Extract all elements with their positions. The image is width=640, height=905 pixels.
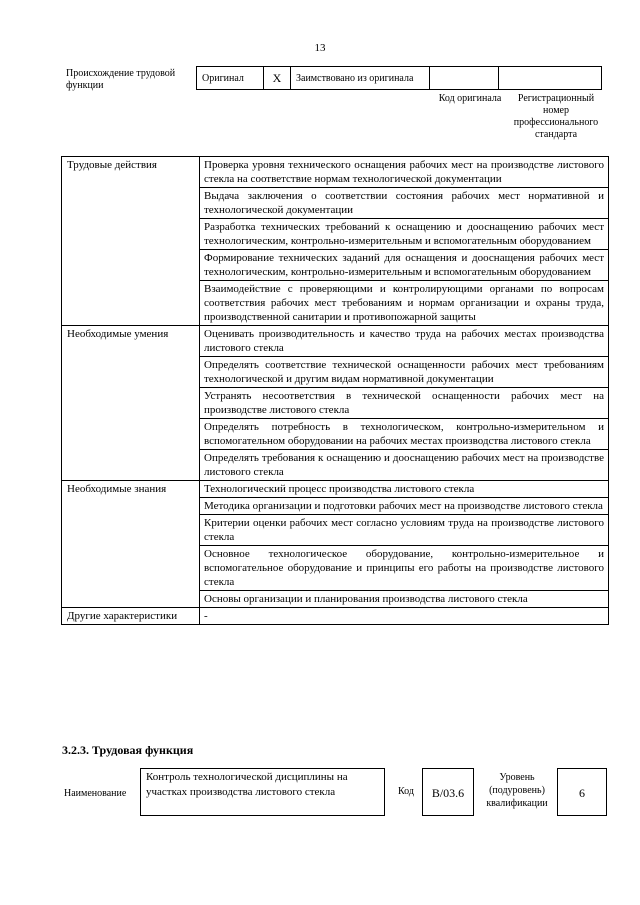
original-mark: X xyxy=(264,67,291,90)
item-cell: Технологический процесс производства листового стекла xyxy=(200,481,609,498)
borrowed-cell: Заимствовано из оригинала xyxy=(291,67,430,90)
category-cell: Необходимые знания xyxy=(62,481,200,608)
item-cell: Основы организации и планирования производства листового стекла xyxy=(200,591,609,608)
reg-number-cell xyxy=(499,67,602,90)
section-title: 3.2.3. Трудовая функция xyxy=(62,743,194,757)
item-cell: Методика организации и подготовки рабочих мест на производстве листового стекла xyxy=(200,498,609,515)
item-cell: Разработка технических требований к оснащению и дооснащению рабочих мест технологическим, контрольно-измерительным и вспомогательным оборудованием xyxy=(200,219,609,250)
item-cell: Определять требования к оснащению и дооснащению рабочих мест на производстве листового стекла xyxy=(200,450,609,481)
original-cell: Оригинал xyxy=(197,67,264,90)
item-cell: Определять потребность в технологическом, контрольно-измерительном и вспомогательном оборудовании на рабочих местах производства листового стекла xyxy=(200,419,609,450)
code-original-cell xyxy=(430,67,499,90)
category-cell: Другие характеристики xyxy=(62,608,200,625)
item-cell: Критерии оценки рабочих мест согласно условиям труда на производстве листового стекла xyxy=(200,515,609,546)
level-label: Уровень (подуровень) квалификации xyxy=(486,772,548,809)
item-cell: Взаимодействие с проверяющими и контролирующими органами по вопросам соответствия рабочих мест требованиям и нормам организации и охраны труда, производственной санитарии и противопожарной защиты xyxy=(200,281,609,326)
item-cell: Основное технологическое оборудование, контрольно-измерительное и вспомогательное оборудование и принципы его работы на производстве листового стекла xyxy=(200,546,609,591)
page-number: 13 xyxy=(314,42,326,54)
labor-function-table xyxy=(61,156,609,625)
origin-label: Происхождение трудовой функции xyxy=(66,68,176,91)
name-label: Наименование xyxy=(64,788,127,799)
category-cell: Необходимые умения xyxy=(62,326,200,481)
qualification-level: 6 xyxy=(557,768,607,816)
code-label: Код xyxy=(398,786,414,797)
item-cell: Формирование технических заданий для оснащения и дооснащения рабочих мест технологическим, контрольно-измерительным и вспомогательным оборудованием xyxy=(200,250,609,281)
function-code: B/03.6 xyxy=(422,768,474,816)
code-original-label: Код оригинала xyxy=(438,93,502,104)
item-cell: Выдача заключения о соответствии состояния рабочих мест нормативной и технологической документации xyxy=(200,188,609,219)
reg-number-label: Регистрационный номер профессионального стандарта xyxy=(513,93,599,140)
origin-table xyxy=(196,66,602,90)
item-cell: Определять соответствие технической оснащенности рабочих мест требованиям технологической и другим видам нормативной документации xyxy=(200,357,609,388)
item-cell: Оценивать производительность и качество труда на рабочих местах производства листового стекла xyxy=(200,326,609,357)
category-cell: Трудовые действия xyxy=(62,157,200,326)
function-name: Контроль технологической дисциплины на участках производства листового стекла xyxy=(140,768,385,816)
item-cell: Устранять несоответствия в технической оснащенности рабочих мест на производстве листового стекла xyxy=(200,388,609,419)
item-cell: - xyxy=(200,608,609,625)
table-row xyxy=(62,326,609,357)
item-cell: Проверка уровня технического оснащения рабочих мест на производстве листового стекла на соответствие нормам технологической документации xyxy=(200,157,609,188)
table-row xyxy=(62,608,609,625)
table-row xyxy=(62,157,609,188)
table-row xyxy=(62,481,609,498)
